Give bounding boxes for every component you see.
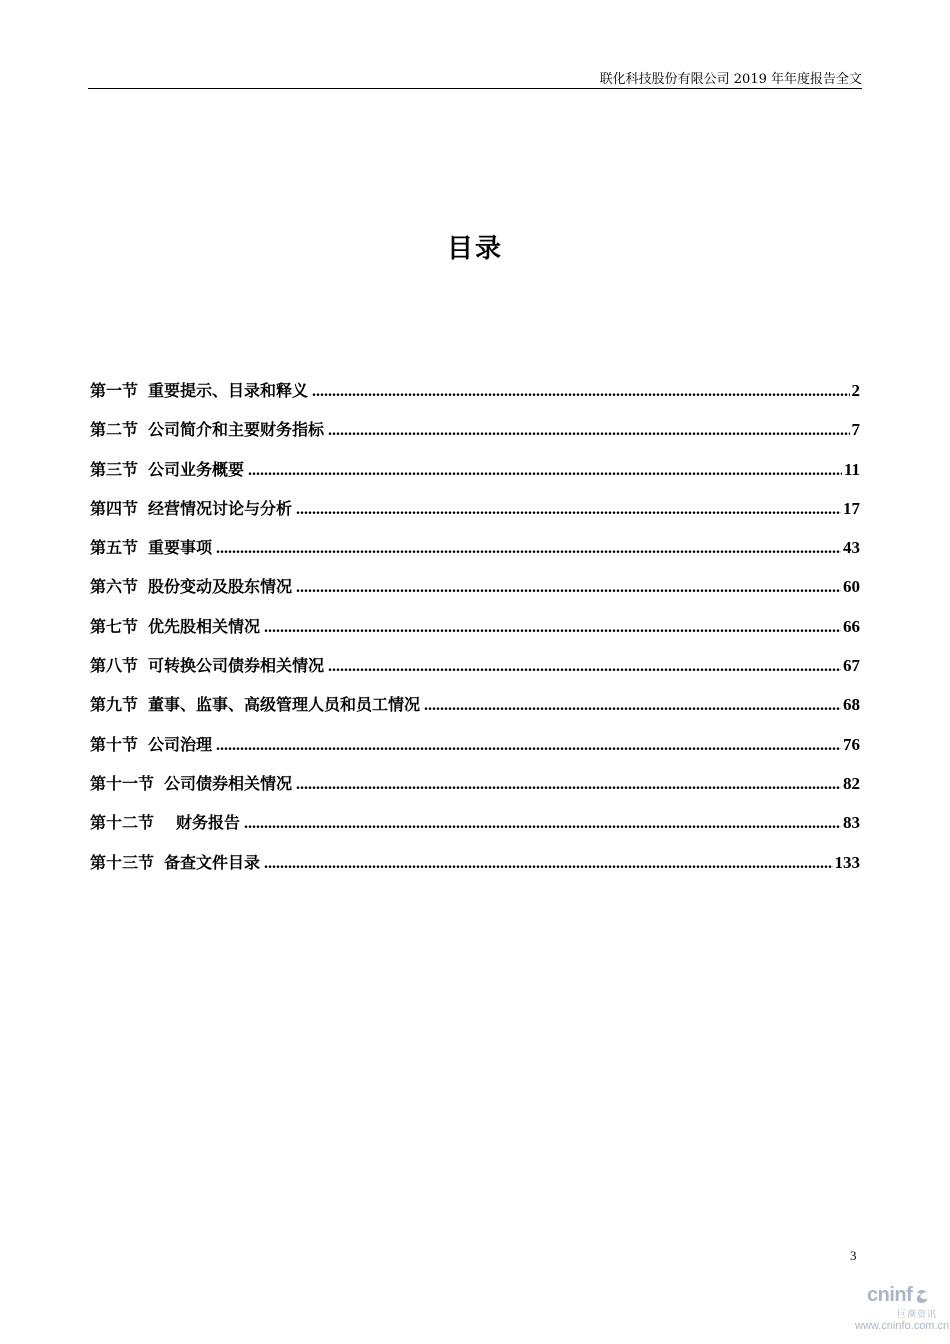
toc-section-number: 第十节	[90, 734, 139, 754]
toc-section-title: 公司简介和主要财务指标	[148, 420, 325, 440]
toc-section-number: 第二节	[90, 420, 139, 440]
toc-entry-5[interactable]	[90, 535, 860, 574]
toc-page-number: 17	[843, 498, 860, 518]
toc-section-title: 公司债券相关情况	[164, 773, 293, 793]
toc-leader-dots	[296, 776, 841, 794]
toc-page-number: 76	[843, 734, 860, 754]
toc-entry-6[interactable]	[90, 574, 860, 613]
toc-section-title: 可转换公司债券相关情况	[148, 656, 325, 676]
toc-section-number: 第一节	[90, 381, 139, 400]
toc-section-number: 第五节	[90, 538, 139, 558]
toc-page-number: 60	[843, 577, 860, 597]
header-text: 联化科技股份有限公司 2019 年年度报告全文	[599, 72, 862, 87]
toc-entry-8[interactable]	[90, 653, 860, 692]
toc-section-title: 股份变动及股东情况	[148, 577, 293, 597]
toc-section-number: 第十一节	[90, 773, 155, 793]
cninfo-logo-text: cninf	[867, 1284, 913, 1306]
toc-section-number: 第八节	[90, 656, 139, 676]
toc-section-title: 财务报告	[176, 813, 241, 833]
toc-leader-dots	[328, 658, 841, 676]
cninfo-swirl-icon	[914, 1288, 930, 1304]
toc-leader-dots	[244, 815, 841, 833]
toc-page-number: 83	[843, 813, 860, 833]
toc-page-number: 82	[843, 773, 860, 793]
toc-entry-11[interactable]	[90, 771, 860, 810]
toc-page-number: 43	[843, 538, 860, 558]
toc-entry-10[interactable]	[90, 732, 860, 771]
toc-page-number: 7	[851, 420, 860, 440]
toc-leader-dots	[264, 855, 832, 873]
toc-leader-dots	[424, 697, 841, 715]
toc-leader-dots	[312, 383, 849, 401]
toc-section-title: 重要提示、目录和释义	[148, 381, 309, 400]
toc-page-number: 68	[843, 695, 860, 715]
toc-section-number: 第十二节	[90, 813, 155, 833]
page-number: 3	[850, 1248, 857, 1263]
toc-leader-dots	[264, 619, 841, 637]
toc-section-title: 重要事项	[148, 538, 213, 558]
toc-page-number: 11	[843, 459, 860, 479]
toc-section-title: 优先股相关情况	[148, 616, 261, 636]
toc-leader-dots	[296, 501, 841, 519]
toc-title: 目录	[446, 234, 503, 264]
toc-leader-dots	[296, 579, 841, 597]
toc-entry-12[interactable]	[90, 810, 860, 849]
page-header	[88, 66, 862, 89]
toc-page-number: 133	[834, 852, 860, 872]
toc-entry-7[interactable]	[90, 614, 860, 653]
toc-section-title: 备查文件目录	[164, 852, 261, 872]
cninfo-subtitle: 巨潮资讯	[897, 1310, 938, 1320]
toc-page-number: 66	[843, 616, 860, 636]
toc-section-title: 经营情况讨论与分析	[148, 498, 293, 518]
toc-section-title: 公司业务概要	[148, 459, 245, 479]
toc-section-number: 第十三节	[90, 852, 155, 872]
toc-leader-dots	[248, 462, 842, 480]
toc-section-number: 第三节	[90, 459, 139, 479]
toc-leader-dots	[216, 737, 841, 755]
toc-entry-3[interactable]	[90, 457, 860, 496]
toc-section-title: 公司治理	[148, 734, 213, 754]
cninfo-url: www.cninfo.com.cn	[855, 1320, 950, 1332]
toc-entry-2[interactable]	[90, 417, 860, 456]
toc-leader-dots	[216, 540, 841, 558]
toc-entry-9[interactable]	[90, 692, 860, 731]
toc-page-number: 2	[851, 381, 860, 400]
toc-section-number: 第七节	[90, 616, 139, 636]
toc-entry-4[interactable]	[90, 496, 860, 535]
toc-section-number: 第六节	[90, 577, 139, 597]
toc-section-title: 董事、监事、高级管理人员和员工情况	[148, 695, 421, 715]
toc-entry-1[interactable]	[90, 378, 860, 417]
table-of-contents	[90, 378, 860, 889]
toc-entry-13[interactable]	[90, 850, 860, 889]
toc-page-number: 67	[843, 656, 860, 676]
cninfo-watermark	[855, 1284, 950, 1336]
toc-section-number: 第四节	[90, 498, 139, 518]
toc-leader-dots	[328, 422, 849, 440]
toc-section-number: 第九节	[90, 695, 139, 715]
cninfo-logo	[867, 1284, 930, 1307]
